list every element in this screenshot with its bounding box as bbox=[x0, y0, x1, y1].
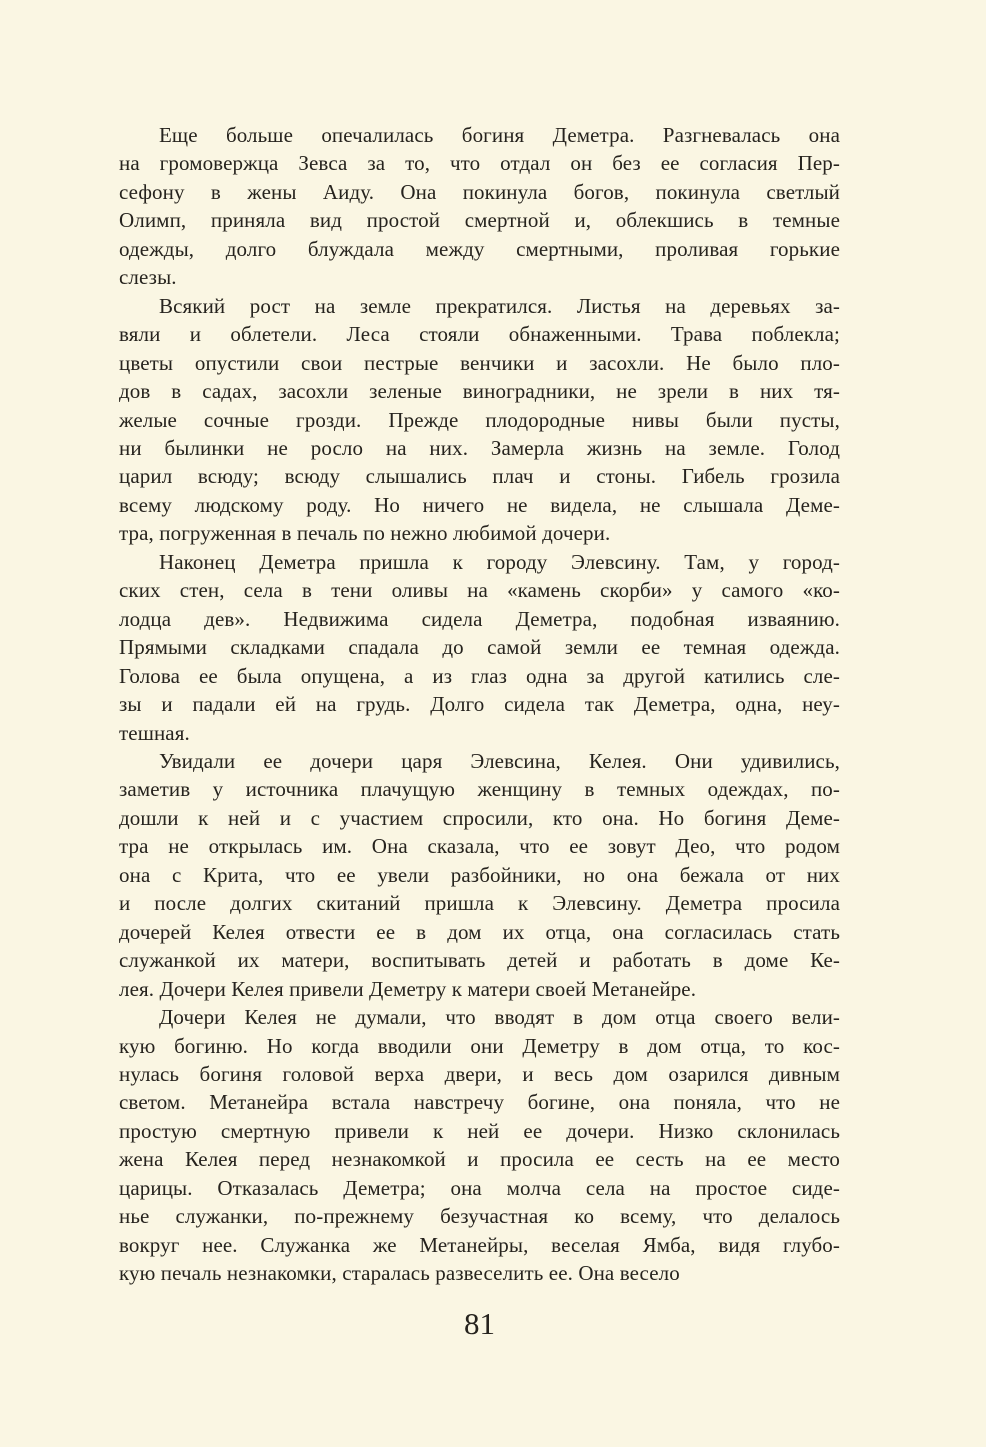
text-line: слезы. bbox=[119, 265, 177, 290]
text-line: нулась богиня головой верха двери, и весь дом озарился дивным bbox=[119, 1061, 840, 1086]
text-line: цветы опустили свои пестрые венчики и засохли. Не было пло- bbox=[119, 350, 840, 375]
text-line: кую богиню. Но когда вводили они Деметру в дом отца, то кос- bbox=[119, 1033, 840, 1058]
paragraph bbox=[119, 548, 840, 747]
text-line: вяли и облетели. Леса стояли обнаженными. Трава поблекла; bbox=[119, 322, 840, 347]
text-line: Олимп, приняла вид простой смертной и, облекшись в темные bbox=[119, 208, 840, 233]
text-line: дов в садах, засохли зеленые виноградники, не зрели в них тя- bbox=[119, 379, 840, 404]
text-line: тра, погруженная в печаль по нежно любимой дочери. bbox=[119, 521, 611, 546]
text-line: простую смертную привели к ней ее дочери. Низко склонилась bbox=[119, 1118, 840, 1143]
text-line: Прямыми складками спадала до самой земли ее темная одежда. bbox=[119, 635, 840, 660]
text-line: кую печаль незнакомки, старалась развеселить ее. Она весело bbox=[119, 1261, 680, 1286]
text-line: тра не открылась им. Она сказала, что ее зовут Део, что родом bbox=[119, 834, 840, 859]
text-line: ских стен, села в тени оливы на «камень скорби» у самого «ко- bbox=[119, 578, 840, 603]
paragraph bbox=[119, 747, 840, 1003]
paragraph bbox=[119, 1003, 840, 1288]
text-line: желые сочные грозди. Прежде плодородные нивы были пусты, bbox=[119, 407, 840, 432]
text-line: Увидали ее дочери царя Элевсина, Келея. Они удивились, bbox=[159, 748, 840, 773]
page-number: 81 bbox=[464, 1306, 495, 1341]
text-line: на громовержца Зевса за то, что отдал он без ее согласия Пер- bbox=[119, 151, 840, 176]
text-line: дочерей Келея отвести ее в дом их отца, она согласилась стать bbox=[119, 919, 840, 944]
text-line: дошли к ней и с участием спросили, кто она. Но богиня Деме- bbox=[119, 805, 840, 830]
text-line: лодца дев». Недвижима сидела Деметра, подобная изваянию. bbox=[119, 606, 840, 631]
text-line: царил всюду; всюду слышались плач и стоны. Гибель грозила bbox=[119, 464, 840, 489]
text-line: Голова ее была опущена, а из глаз одна за другой катились сле- bbox=[119, 663, 840, 688]
text-line: Еще больше опечалилась богиня Деметра. Разгневалась она bbox=[159, 123, 840, 147]
text-line: жена Келея перед незнакомкой и просила ее сесть на ее место bbox=[119, 1147, 840, 1172]
text-line: светом. Метанейра встала навстречу богине, она поняла, что не bbox=[119, 1090, 840, 1115]
text-line: и после долгих скитаний пришла к Элевсину. Деметра просила bbox=[119, 891, 840, 916]
text-line: зы и падали ей на грудь. Долго сидела так Деметра, одна, неу- bbox=[119, 692, 840, 717]
text-line: ни былинки не росло на них. Замерла жизнь на земле. Голод bbox=[119, 435, 840, 460]
text-line: служанкой их матери, воспитывать детей и работать в доме Ке- bbox=[119, 948, 840, 973]
paragraph bbox=[119, 121, 840, 292]
text-line: она с Крита, что ее увели разбойники, но она бежала от них bbox=[119, 862, 840, 887]
text-line: царицы. Отказалась Деметра; она молча села на простое сиде- bbox=[119, 1175, 840, 1200]
page-text bbox=[119, 121, 840, 1288]
text-line: Наконец Деметра пришла к городу Элевсину. Там, у город- bbox=[159, 549, 840, 574]
text-line: всему людскому роду. Но ничего не видела, не слышала Деме- bbox=[119, 492, 840, 517]
text-line: тешная. bbox=[119, 720, 190, 745]
paragraph bbox=[119, 292, 840, 548]
text-line: нье служанки, по-прежнему безучастная ко всему, что делалось bbox=[119, 1204, 840, 1229]
text-line: лея. Дочери Келея привели Деметру к матери своей Метанейре. bbox=[119, 976, 697, 1001]
text-line: сефону в жены Аиду. Она покинула богов, покинула светлый bbox=[119, 179, 840, 204]
text-line: Всякий рост на земле прекратился. Листья на деревьях за- bbox=[159, 293, 840, 318]
text-line: вокруг нее. Служанка же Метанейры, веселая Ямба, видя глубо- bbox=[119, 1232, 840, 1257]
text-line: одежды, долго блуждала между смертными, проливая горькие bbox=[119, 236, 840, 261]
text-line: заметив у источника плачущую женщину в темных одеждах, по- bbox=[119, 777, 840, 802]
text-line: Дочери Келея не думали, что вводят в дом отца своего вели- bbox=[159, 1005, 840, 1030]
